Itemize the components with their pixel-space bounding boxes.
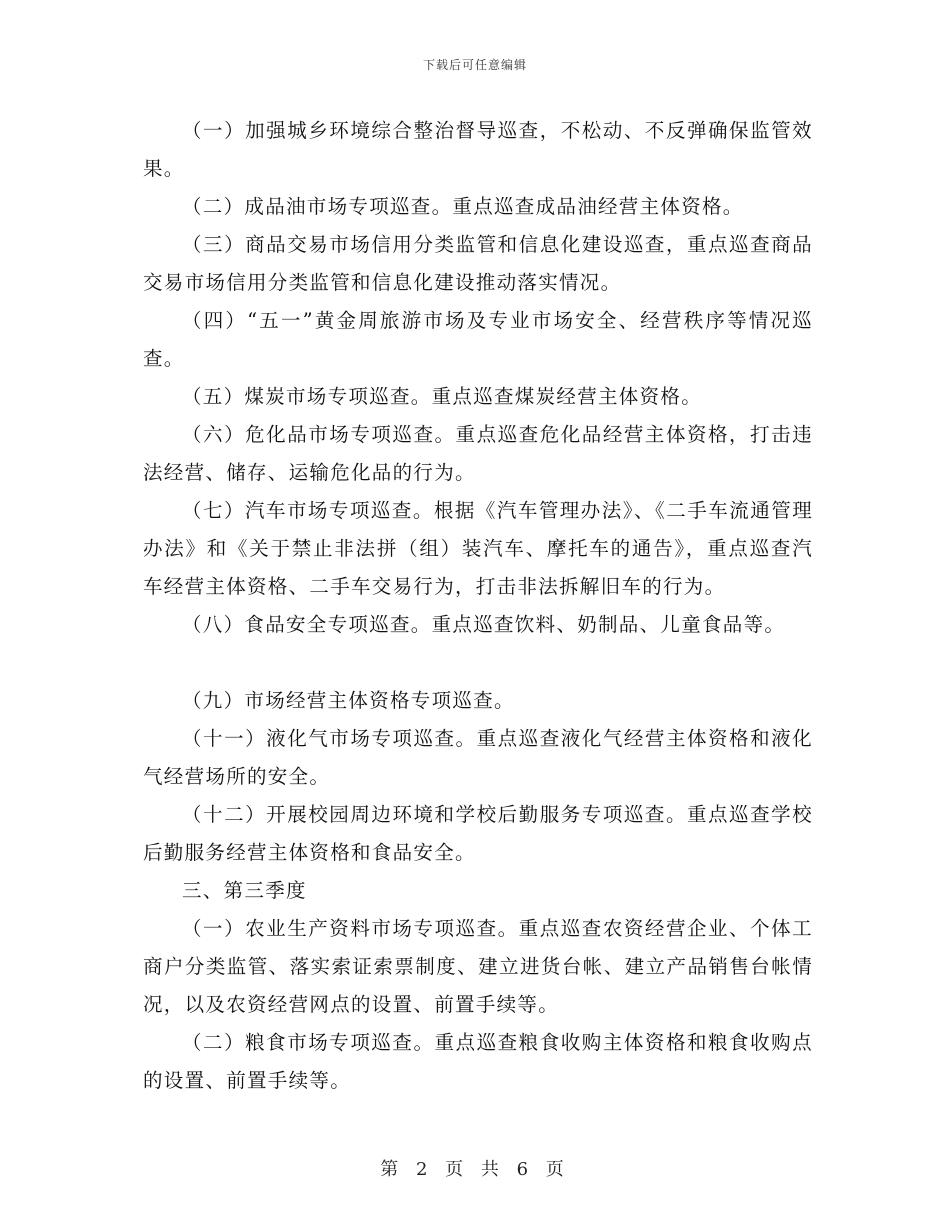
paragraph-oil-market: （二）成品油市场专项巡查。重点巡查成品油经营主体资格。 (182, 195, 744, 218)
paragraph-grain-market: （二）粮食市场专项巡查。重点巡查粮食收购主体资格和粮食收购点的设置、前置手续等。 (143, 1031, 813, 1092)
paragraph-commodity-market: （三）商品交易市场信用分类监管和信息化建设巡查，重点巡查商品交易市场信用分类监管和信息化建设推动落实情况。 (143, 233, 813, 294)
page-number: 第 2 页 共 6 页 (380, 1159, 570, 1180)
paragraph-business-qualification: （九）市场经营主体资格专项巡查。 (182, 689, 515, 712)
paragraph-improve-environment: （一）加强城乡环境综合整治督导巡查，不松动、不反弹确保监管效果。 (143, 119, 813, 180)
paragraph-coal-market: （五）煤炭市场专项巡查。重点巡查煤炭经营主体资格。 (182, 385, 703, 408)
section-heading-third-quarter: 三、第三季度 (182, 879, 307, 902)
paragraph-campus-environment: （十二）开展校园周边环境和学校后勤服务专项巡查。重点巡查学校后勤服务经营主体资格和食品安全。 (143, 803, 813, 864)
paragraph-gap (143, 644, 813, 682)
paragraph-food-safety: （八）食品安全专项巡查。重点巡查饮料、奶制品、儿童食品等。 (182, 613, 786, 636)
paragraph-hazardous-chemicals: （六）危化品市场专项巡查。重点巡查危化品经营主体资格，打击违法经营、储存、运输危化品的行为。 (143, 423, 813, 484)
paragraph-may-day-tourism: （四）“五一”黄金周旅游市场及专业市场安全、经营秩序等情况巡查。 (143, 309, 813, 370)
paragraph-auto-market: （七）汽车市场专项巡查。根据《汽车管理办法》、《二手车流通管理办法》和《关于禁止非法拼（组）装汽车、摩托车的通告》，重点巡查汽车经营主体资格、二手车交易行为，打击非法拆解旧车的行为。 (143, 499, 813, 598)
paragraph-agricultural-supplies: （一）农业生产资料市场专项巡查。重点巡查农资经营企业、个体工商户分类监管、落实索证索票制度、建立进货台帐、建立产品销售台帐情况，以及农资经营网点的设置、前置手续等。 (143, 917, 813, 1016)
paragraph-lpg-market: （十一）液化气市场专项巡查。重点巡查液化气经营主体资格和液化气经营场所的安全。 (143, 727, 813, 788)
page-header: 下载后可任意编辑 (422, 58, 527, 72)
document-body (143, 112, 813, 1100)
